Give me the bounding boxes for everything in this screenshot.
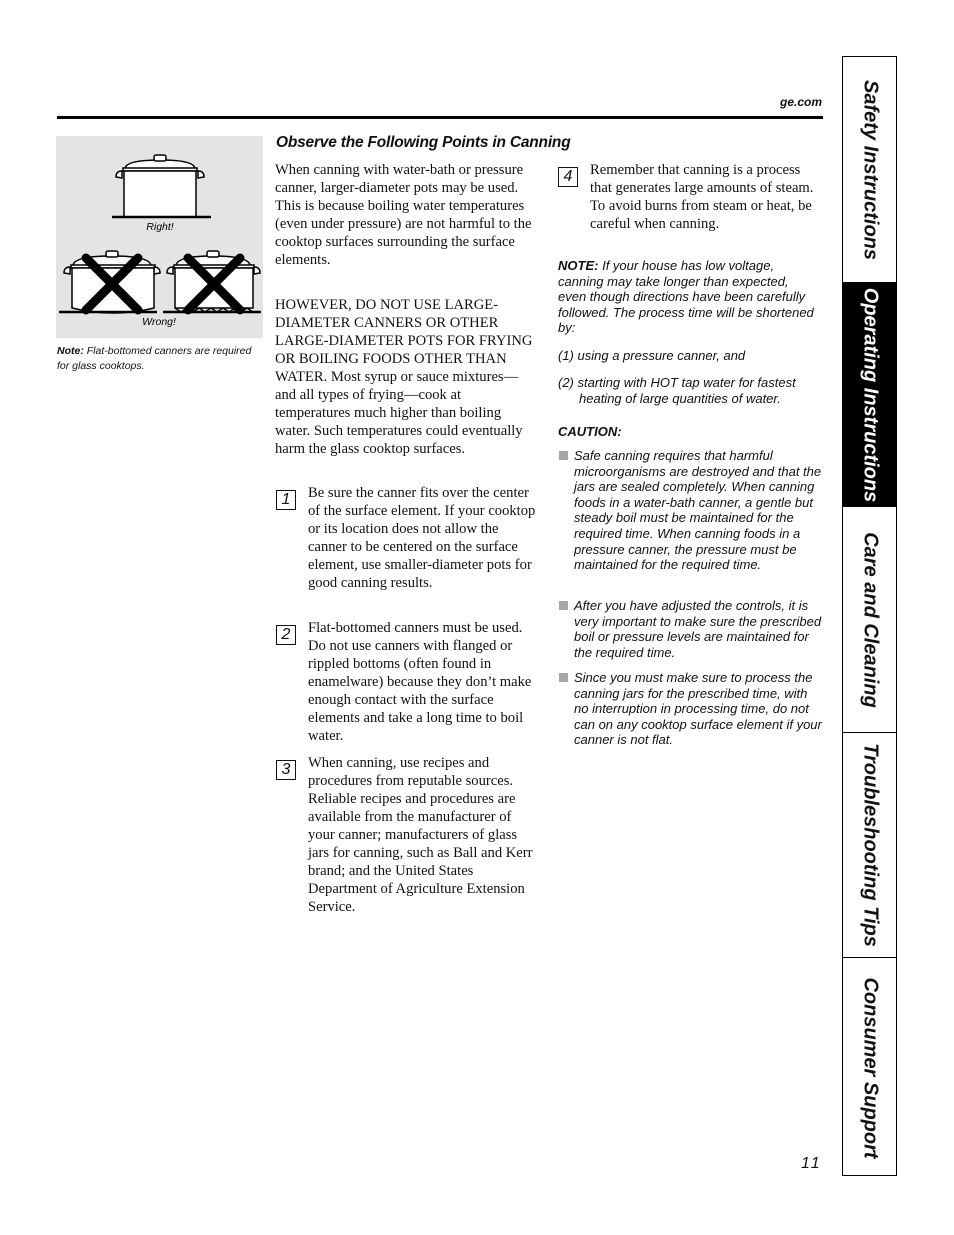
bullet-square-icon — [559, 601, 568, 610]
option-2-body: starting with HOT tap water for fastest heating of large quantities of water. — [577, 375, 796, 406]
caution-bullet: Since you must make sure to process the canning jars for the prescribed time, with no interruption in processing time, do not can on any cooktop surface element if your canner is not flat. — [574, 670, 822, 748]
page-number: 11 — [801, 1155, 822, 1172]
right-label: Right! — [146, 221, 174, 233]
tab-consumer-support[interactable] — [843, 958, 896, 1177]
low-voltage-note — [558, 258, 820, 336]
intro-paragraph: When canning with water-bath or pressure canner, larger-diameter pots may be used. This is because boiling water temperatures (even under pressure) are not harmful to the cooktop surfaces surrounding the surface elements. — [275, 162, 532, 268]
tab-operating-instructions[interactable] — [843, 283, 896, 507]
canner-illustration — [56, 136, 263, 338]
tab-care-and-cleaning[interactable] — [843, 507, 896, 733]
correct-pot-icon — [112, 155, 211, 217]
wrong-pot-icon — [59, 251, 160, 313]
caution-bullet: Safe canning requires that harmful microorganisms are destroyed and that the jars are sealed completely. When canning foods in a water-bath canner, a gentle but steady boil must be maintained for the required time. When canning foods in a pressure canner, the pressure must be maintained for the required time. — [574, 448, 822, 573]
step-text: Remember that canning is a process that generates large amounts of steam. To avoid burns from steam or heat, be careful when canning. — [590, 162, 814, 232]
step-text: When canning, use recipes and procedures from reputable sources. Reliable recipes and procedures are available from the manufacturer of your canner; manufacturers of glass jars for canning, such as Ball and Kerr brand; and the United States Department of Agriculture Extension Service. — [308, 755, 533, 915]
tab-label: Care and Cleaning — [859, 531, 881, 708]
option-1: (1) using a pressure canner, and — [558, 348, 746, 363]
figure-note-label: Note: — [57, 345, 84, 357]
caution-bullet: After you have adjusted the controls, it is very important to make sure the prescribed boil or pressure levels are maintained for the required time. — [574, 598, 822, 660]
bullet-square-icon — [559, 673, 568, 682]
tab-label: Operating Instructions — [859, 287, 881, 502]
canner-figure — [56, 136, 263, 338]
tab-safety-instructions[interactable] — [843, 57, 896, 283]
tab-troubleshooting-tips[interactable] — [843, 733, 896, 958]
note-label: NOTE: — [558, 258, 599, 273]
option-2-text — [558, 375, 800, 406]
section-tabs — [842, 56, 897, 1176]
step-number: 4 — [558, 167, 578, 187]
option-2-prefix: (2) — [558, 375, 574, 390]
warning-paragraph: HOWEVER, DO NOT USE LARGE-DIAMETER CANNERS OR OTHER LARGE-DIAMETER POTS FOR FRYING OR BOILING FOODS OTHER THAN WATER. Most syrup or sauce mixtures—and all types of frying—cook at temperatures much higher than boiling water. Such temperatures could eventually harm the glass cooktop surfaces. — [275, 297, 533, 457]
step-number: 2 — [276, 625, 296, 645]
tab-label: Troubleshooting Tips — [859, 743, 881, 947]
step-number: 3 — [276, 760, 296, 780]
figure-note — [57, 344, 257, 374]
site-url: ge.com — [779, 95, 822, 109]
caution-label: CAUTION: — [558, 424, 622, 439]
step-text: Flat-bottomed canners must be used. Do not use canners with flanged or rippled bottoms (often found in enamelware) because they don’t make enough contact with the surface elements and take a long time to boil water. — [308, 620, 532, 744]
wrong-label: Wrong! — [142, 316, 176, 328]
step-number: 1 — [276, 490, 296, 510]
tab-label: Safety Instructions — [859, 79, 881, 260]
figure-note-text: Flat-bottomed canners are required for glass cooktops. — [57, 345, 252, 372]
step-text: Be sure the canner fits over the center of the surface element. If your cooktop or its location does not allow the canner to be centered on the surface element, use smaller-diameter pots for good canning results. — [308, 485, 536, 591]
tab-label: Consumer Support — [859, 976, 881, 1159]
section-heading: Observe the Following Points in Canning — [276, 134, 571, 151]
note-text: If your house has low voltage, canning may take longer than expected, even though directions have been carefully followed. The process time will be shortened by: — [558, 258, 814, 336]
header-rule — [57, 116, 823, 119]
bullet-square-icon — [559, 451, 568, 460]
wrong-pot-icon — [163, 251, 261, 312]
